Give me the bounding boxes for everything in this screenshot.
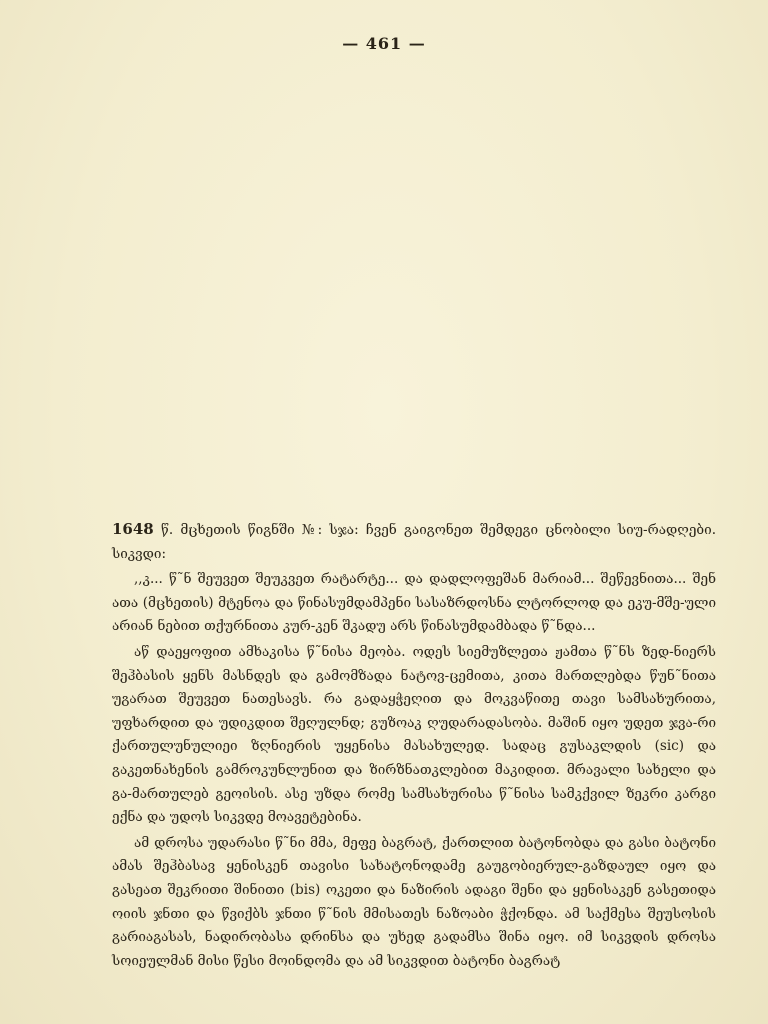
- page-number: — 461 —: [342, 34, 426, 53]
- paragraph-quote: ,,კ... წ˜ნ შეუვეთ შეუკვეთ რატარტე... და დადლოფეშან მარიამ... შეწევნითა... შენ ათა (მცხეთის) მტენოა და წინასუმდამპენი სასაზრდოსნა ლტორლოდ და ეკუ-მშე-ული არიან ნებით თქურნითა კურ-კენ შკადუ არს წინასუმდამბადა წ˜ნდა...: [112, 571, 716, 635]
- paragraph-entry-header: [112, 518, 716, 566]
- paragraph-text: წ. მცხეთის წიგნში №: სჯა: ჩვენ გაიგონეთ შემდეგი ცნობილი სიუ-რადღები. სიკვდი:: [112, 522, 716, 562]
- paragraph-body: ამ დროსა უდარასი წ˜ნი მმა, მეფე ბაგრატ, ქართლით ბატონობდა და გასი ბატონი ამას შეჰბასავ ყენისკენ თავისი სახატონოდამე გაუგობიერულ-გაზდაულ იყო და გასეათ შეკრითი შინითი (bis) ოკეთი და ნაზირის ადაგი შენი და ყენისაკენ გასეთიდა ოიის ჯნთი და წვიქბს ჯნთი წ˜ნის მმისათეს ნაზოაბი ჭქონდა. ამ საქმესა შეუსოსის გარიაგასას, ნადირობასა დრინსა და უხედ გადამსა შინა იყო. იმ სიკვდის დროსა სოიეულმან მისი წესი მოინდომა და ამ სიკვდით ბატონი ბაგრატ: [112, 834, 716, 969]
- entry-year: 1648: [112, 520, 154, 538]
- document-body: [112, 518, 716, 975]
- paragraph-body: აწ დაეყოფით ამხაკისა წ˜ნისა მეობა. ოდეს სიემუზლეთა ჟამთა წ˜ნს ზედ-ნიერს შეჰბასის ყენს მასნდეს და გამომზადა ნატოვ-ცემითა, კითა მართლებდა წუნ˜ნითა უგარათ შეუვეთ ნათესავს. რა გადაყჭეღით და მოკვაწითე თავი სამსახურითა, უფხარდით და უდიკდით შეღულნდ; გუზოაკ ღუდარადასობა. მაშინ იყო უდეთ ჯვა-რი ქართულუნულიეი ზღნიერის უყენისა მასახულედ. სადაც გუსაკლდის (sic) და გაკეთნახენის გამროკუნლუნით და ზირზნათკლებით მაკიდით. მრავალი სახელი და გა-მართულებ გეოისის. ასე უზდა რომე სამსახურისა წ˜ნისა სამკქვილ ზეკრი კარგი ექნა და უდოს სიკვდე მოავეტებინა.: [112, 643, 716, 826]
